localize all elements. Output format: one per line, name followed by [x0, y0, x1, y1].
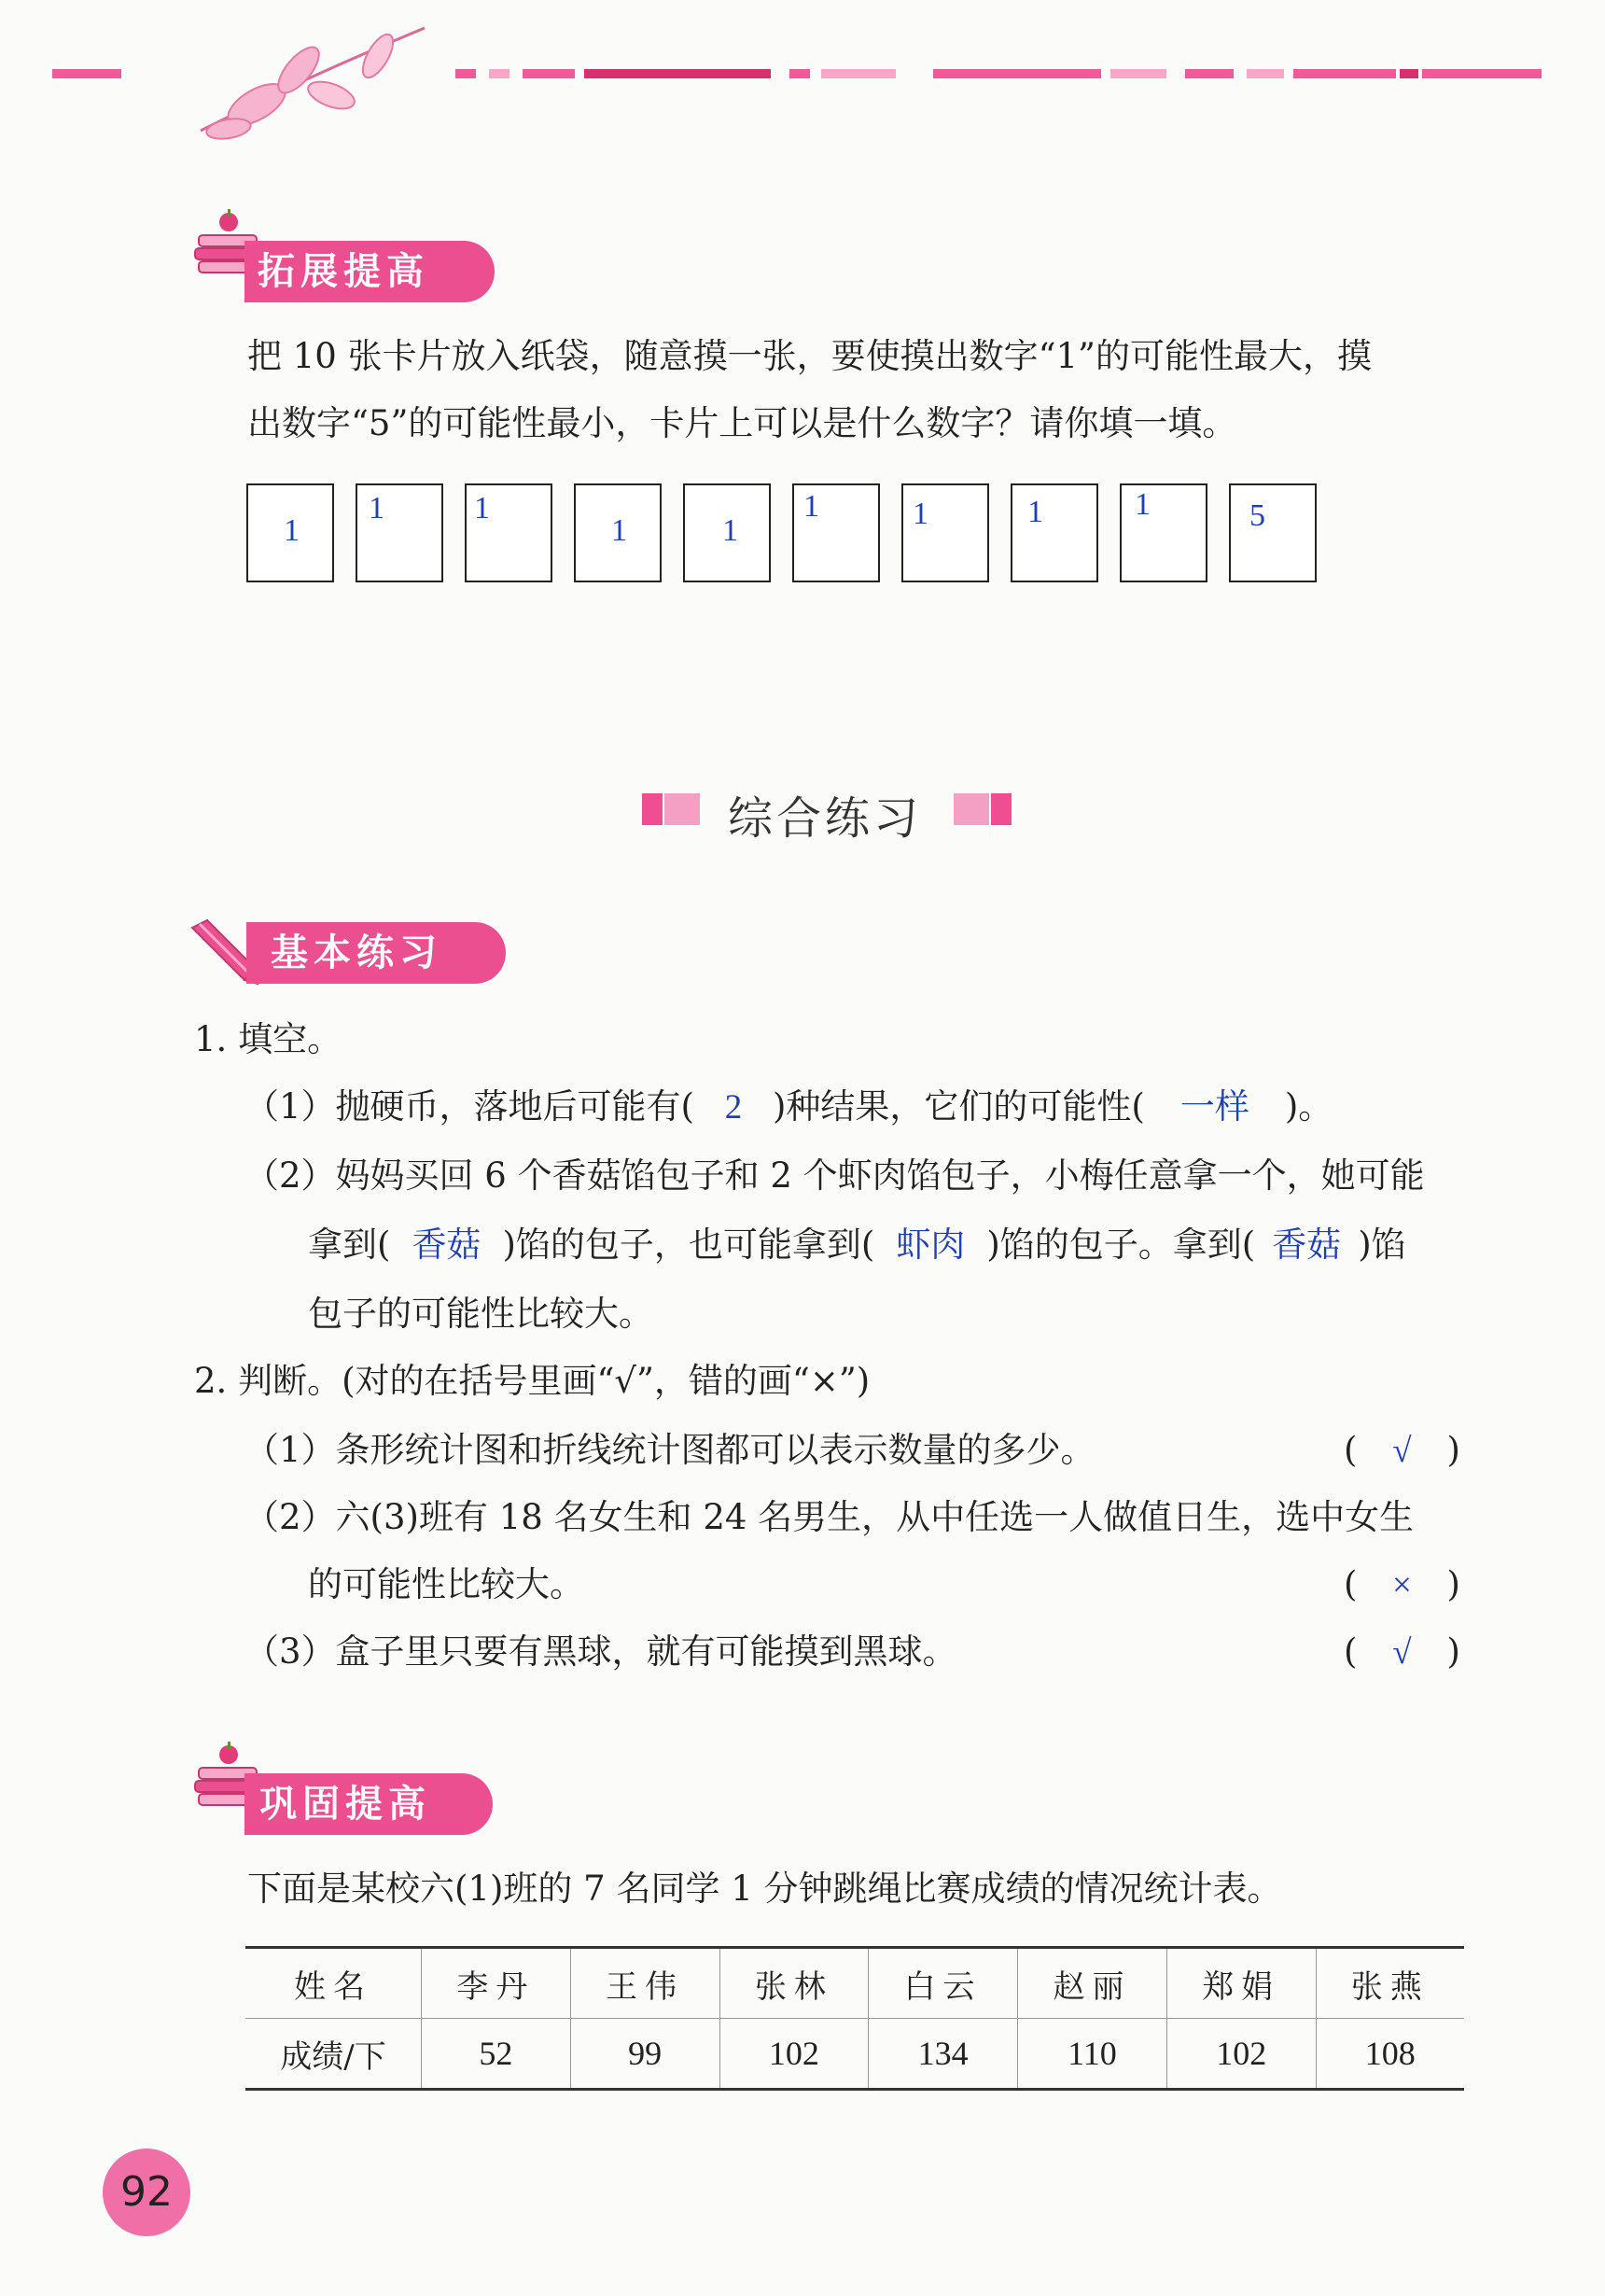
- card-number: 1: [369, 491, 384, 525]
- consolidate-section-badge: 巩固提高: [244, 1773, 493, 1835]
- title-decoration-left: [642, 793, 663, 825]
- q1-2-line2: [308, 1223, 1406, 1268]
- expand-question-line1: 把 10 张卡片放入纸袋，随意摸一张，要使摸出数字“1”的可能性最大，摸: [247, 336, 1372, 376]
- header-decoration-bar: [1110, 69, 1166, 78]
- header-decoration-bar: [584, 69, 771, 78]
- title-decoration-right: [954, 793, 989, 825]
- q1-2-text: )馅: [1358, 1225, 1406, 1265]
- q1-2-text: )馅的包子。拿到(: [986, 1225, 1256, 1265]
- section-title: 综合练习: [728, 792, 923, 845]
- table-cell: 102: [719, 2019, 869, 2090]
- q2-answer-bracket-1: ( √ ): [1344, 1428, 1460, 1474]
- table-header-row: [245, 1948, 1464, 2019]
- table-cell: 99: [570, 2019, 719, 2090]
- table-header-cell: 李丹: [422, 1948, 571, 2019]
- number-card[interactable]: [683, 483, 771, 582]
- card-number: 1: [803, 489, 819, 524]
- card-number: 1: [1135, 487, 1151, 522]
- number-card[interactable]: [465, 483, 552, 582]
- number-card[interactable]: [356, 483, 443, 582]
- number-card[interactable]: [1011, 483, 1098, 582]
- q1-2-text: 拿到(: [308, 1225, 391, 1265]
- card-number: 1: [722, 513, 738, 548]
- expand-question-line2: 出数字“5”的可能性最小，卡片上可以是什么数字？请你填一填。: [247, 403, 1237, 443]
- q1-1-line: [244, 1085, 1333, 1130]
- table-row: [245, 2019, 1464, 2090]
- table-header-cell: 王伟: [570, 1948, 719, 2019]
- number-card[interactable]: [792, 483, 880, 582]
- number-card[interactable]: [1229, 483, 1317, 582]
- q2-item-3: （3）盒子里只要有黑球，就有可能摸到黑球。: [244, 1631, 957, 1672]
- q1-2-line1: （2）妈妈买回 6 个香菇馅包子和 2 个虾肉馅包子，小梅任意拿一个，她可能: [244, 1155, 1425, 1196]
- card-number: 1: [913, 497, 928, 531]
- q1-2-line3: 包子的可能性比较大。: [308, 1294, 653, 1334]
- q1-1-answer1[interactable]: 2: [724, 1088, 743, 1127]
- table-row-label: 成绩/下: [280, 2037, 386, 2076]
- q1-1-answer2[interactable]: 一样: [1179, 1088, 1249, 1127]
- q2-answer-2[interactable]: ×: [1392, 1566, 1412, 1604]
- header-decoration-bar: [1400, 69, 1418, 78]
- consolidate-intro: 下面是某校六(1)班的 7 名同学 1 分钟跳绳比赛成绩的情况统计表。: [247, 1869, 1282, 1909]
- q1-2-answer1[interactable]: 香菇: [412, 1226, 482, 1265]
- table-header-cell: 姓名: [245, 1948, 422, 2019]
- header-decoration-bar: [933, 69, 1101, 78]
- title-decoration-right: [991, 793, 1012, 825]
- card-number: 1: [611, 513, 627, 548]
- header-decoration-bar: [52, 69, 121, 78]
- q2-item-2-cont: 的可能性比较大。: [308, 1564, 584, 1604]
- card-number: 1: [474, 491, 490, 525]
- table-cell: 108: [1316, 2019, 1464, 2090]
- q2-answer-bracket-2: ( × ): [1344, 1562, 1460, 1608]
- table-cell: 52: [422, 2019, 571, 2090]
- header-decoration-bar: [523, 69, 575, 78]
- number-card[interactable]: [1120, 483, 1207, 582]
- header-decoration-bar: [1293, 69, 1396, 78]
- number-card[interactable]: [901, 483, 989, 582]
- number-card[interactable]: [246, 483, 334, 582]
- table-header-cell: 张燕: [1316, 1948, 1464, 2019]
- q2-answer-3[interactable]: √: [1392, 1633, 1412, 1672]
- q1-1-text: )种结果，它们的可能性(: [772, 1086, 1145, 1127]
- header-decoration-bar: [821, 69, 896, 78]
- basic-section-badge: 基本练习: [246, 922, 506, 984]
- table-header-cell: 白云: [869, 1948, 1018, 2019]
- q1-1-text: )。: [1284, 1086, 1333, 1127]
- q1-2-answer3[interactable]: 香菇: [1272, 1226, 1342, 1265]
- q1-title: 1. 填空。: [194, 1019, 342, 1059]
- page-number: 92: [103, 2149, 190, 2236]
- table-header-cell: 张林: [719, 1948, 869, 2019]
- q2-title: 2. 判断。(对的在括号里画“√”，错的画“×”): [194, 1361, 871, 1401]
- number-card[interactable]: [574, 483, 662, 582]
- q1-1-text: （1）抛硬币，落地后可能有(: [244, 1086, 694, 1127]
- header-decoration-bar: [489, 69, 509, 78]
- header-decoration-bar: [1422, 69, 1542, 78]
- table-cell: 110: [1018, 2019, 1167, 2090]
- q2-item-2: （2）六(3)班有 18 名女生和 24 名男生，从中任选一人做值日生，选中女生: [244, 1497, 1415, 1537]
- q2-answer-1[interactable]: √: [1392, 1432, 1412, 1470]
- table-header-cell: 赵丽: [1018, 1948, 1167, 2019]
- jump-rope-table: [245, 1946, 1464, 2091]
- q1-2-answer2[interactable]: 虾肉: [896, 1226, 966, 1265]
- q1-2-text: )馅的包子，也可能拿到(: [502, 1225, 875, 1265]
- header-decoration-bar: [789, 69, 810, 78]
- table-header-cell: 郑娟: [1166, 1948, 1316, 2019]
- q2-item-1: （1）条形统计图和折线统计图都可以表示数量的多少。: [244, 1430, 1096, 1470]
- flower-branch-decoration: [191, 19, 434, 149]
- card-number: 5: [1249, 498, 1265, 533]
- table-cell: 134: [869, 2019, 1018, 2090]
- card-number: 1: [284, 513, 300, 548]
- expand-section-badge: 拓展提高: [244, 241, 495, 302]
- header-decoration-bar: [1247, 69, 1284, 78]
- header-decoration-bar: [455, 69, 476, 78]
- table-cell: 102: [1166, 2019, 1316, 2090]
- q2-answer-bracket-3: ( √ ): [1344, 1630, 1460, 1675]
- card-number: 1: [1027, 495, 1043, 529]
- title-decoration-left: [664, 793, 700, 825]
- header-decoration-bar: [1185, 69, 1234, 78]
